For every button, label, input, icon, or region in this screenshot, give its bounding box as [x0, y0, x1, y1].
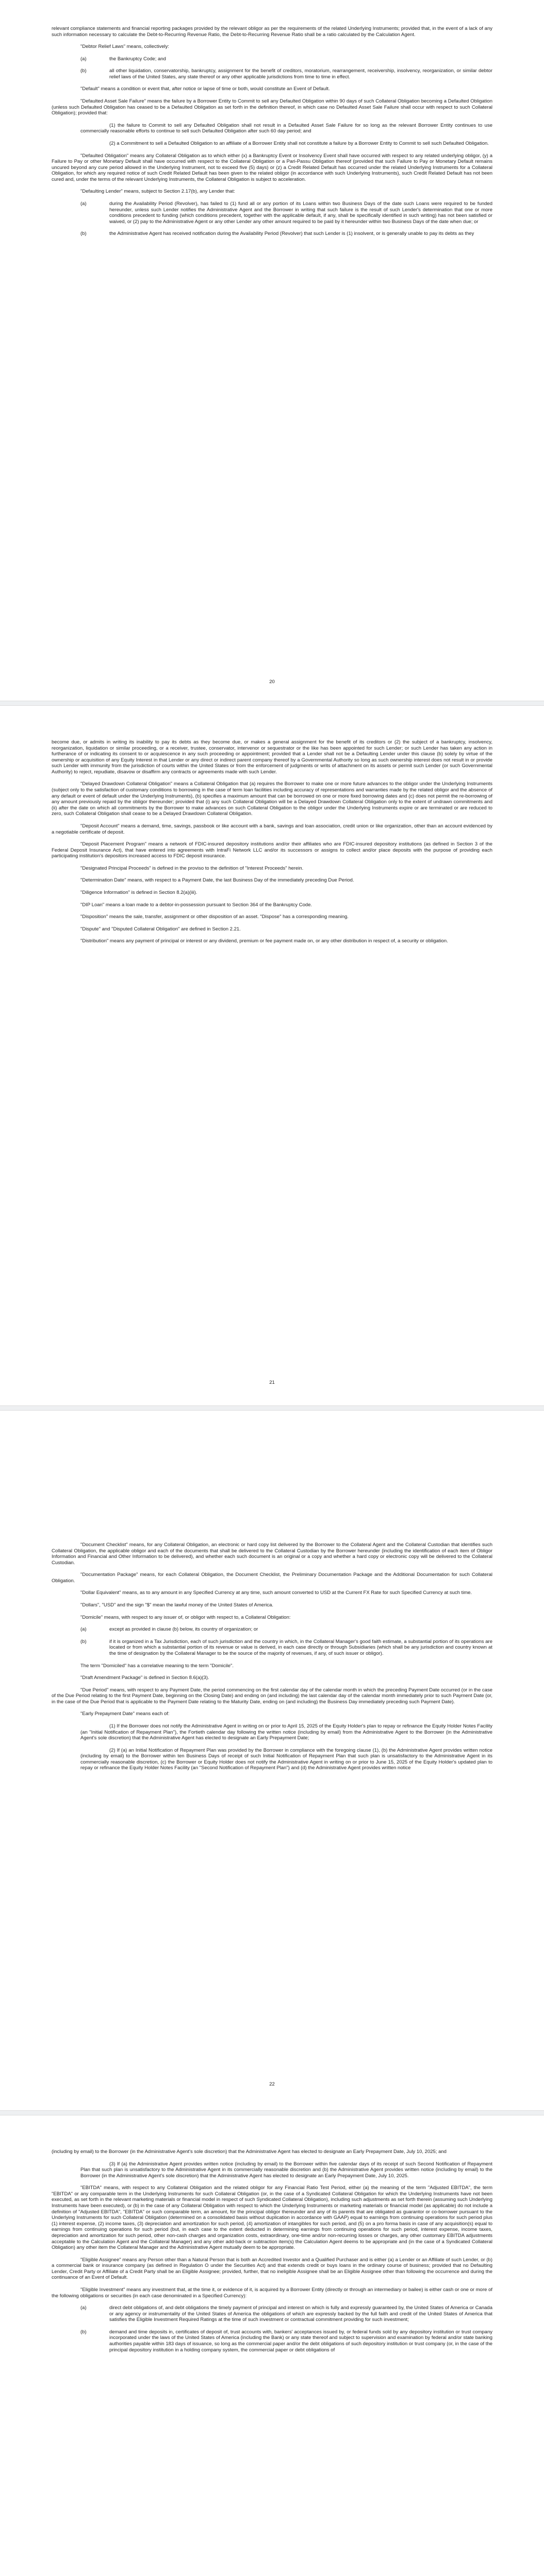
clause-item — [80, 56, 492, 62]
definition: "Diligence Information" is defined in Section 8.2(a)(iii). — [80, 889, 197, 895]
clause-item — [80, 201, 492, 225]
page-23-body — [52, 2149, 492, 2359]
clause-item — [80, 2329, 492, 2353]
clause-item — [80, 2305, 492, 2323]
sub-clause: (1) the failure to Commit to sell any Defaulted Obligation shall not result in a Defaulted Asset Sale Failure for so long as the relevant Borrower Entity continues to use commercially reasonable efforts to continue to sell such Defaulted Obligation after such 60 day period; and — [80, 122, 492, 134]
page-separator — [0, 1405, 544, 1411]
clause-label: (a) — [80, 200, 87, 207]
sub-clause: (1) If the Borrower does not notify the Administrative Agent in writing on or prior to April 15, 2025 of the Equity Holder's plan to repay or refinance the Equity Holder Notes Facility (an "Initial Notification of Repayment Plan"), the Fortieth calendar day following the written notice (including by email) from the Administrative Agent to the Borrower (in the Administrative Agent's sole discretion) that the Administrative Agent has elected to designate an Early Prepayment Date; — [80, 1723, 492, 1741]
sub-clause: (2) If (a) an Initial Notification of Repayment Plan was provided by the Borrower in compliance with the foregoing clause (1), (b) the Administrative Agent provides written notice (including by email) to the Borrower within ten Business Days of receipt of such Initial Notification of Repayment Plan that such plan is unsatisfactory to the Administrative Agent in its commercially reasonable discretion, (c) the Borrower or Equity Holder does not notify the Administrative Agent in writing on or prior to June 15, 2025 of the Equity Holder's updated plan to repay or refinance the Equity Holder Notes Facility (an "Second Notification of Repayment Plan") and (d) the Administrative Agent provides written notice — [80, 1747, 492, 1771]
definition: "Early Prepayment Date" means each of: — [80, 1711, 170, 1717]
clause-label: (b) — [80, 68, 87, 74]
definition: "Deposit Account" means a demand, time, savings, passbook or like account with a bank, savings and loan association, credit union or like organization, other than an account evidenced by a negotiable certificate of deposit. — [52, 823, 492, 835]
clause-item — [80, 68, 492, 80]
definition: "Dispute" and "Disputed Collateral Obligation" are defined in Section 2.21. — [80, 926, 241, 932]
definition: "EBITDA" means, with respect to any Collateral Obligation and the related obligor for any Financial Ratio Test Period, either (a) the meaning of the term "Adjusted EBITDA", the term "EBITDA" or any comparable term in the Underlying Instruments for such Collateral Obligation (or, in the case of a Syndicated Collateral Obligation for which the Underlying Instruments have not been executed, as set forth in the relevant marketing materials or financial model in respect of such Syndicated Collateral Obligation), including such adjustments as set forth therein (assuming such Underlying Instruments have been executed), or (b) in the case of any Collateral Obligation with respect to which the Underlying Instruments or marketing materials or financial model (as applicable) do not include a definition of "Adjusted EBITDA", "EBITDA" or such comparable term, an amount, for the principal obligor thereunder and any of its parents that are obligated as guarantor or co-borrower pursuant to the Underlying Instruments for such Collateral Obligation (determined on a consolidated basis without duplication in accordance with GAAP) equal to earnings from continuing operations for such period plus (1) interest expense, (2) income taxes, (3) depreciation and amortization for such period, (4) amortization of intangibles for such period, and (5) on a pro forma basis in case of any acquisition(s) equal to earnings from continuing operations for such period (but, in each case to the extent deducted in determining earnings from continuing operations for such period, interest expense, income taxes, depreciation and amortization for such period, other non-cash charges and organization costs, extraordinary, one-time and/or non-recurring losses or charges, any other customary EBITDA adjustments acceptable to the Calculation Agent and the Collateral Manager) and any other add-back or subtraction item(s) the Calculation Agent deems to be appropriate and (in the case of a Syndicated Collateral Obligation) any other item the Collateral Manager and the Administrative Agent mutually deem to be appropriate. — [52, 2185, 492, 2251]
clause-label: (a) — [80, 56, 87, 62]
clause-item — [80, 231, 492, 237]
clause-text: direct debt obligations of, and debt obligations the timely payment of principal and interest on which is fully and expressly guaranteed by, the United States of America or Canada or any agency or instrumentality of the United States of America the obligations of which are expressly backed by the full faith and credit of the United States of America that satisfies the Eligible Investment Required Ratings at the time of such investment or contractual commitment providing for such investment; — [109, 2305, 492, 2323]
clause-item — [80, 1639, 492, 1657]
clause-text: except as provided in clause (b) below, its country of organization; or — [109, 1626, 258, 1633]
page-number: 21 — [269, 1380, 275, 1385]
page-22 — [0, 1411, 544, 2106]
page-21 — [0, 706, 544, 1401]
page-separator — [0, 2110, 544, 2115]
page-21-body — [52, 739, 492, 951]
paragraph: become due, or admits in writing its inability to pay its debts as they become due, or makes a general assignment for the benefit of its creditors or (2) the subject of a bankruptcy, insolvency, reorganization, liquidation or similar proceeding, or a receiver, trustee, conservator, intervenor or sequestrator or the like has been appointed for such Lender; or such Lender has taken any action in furtherance of or indicating its consent to or acquiescence in any such proceeding or appointment; provided that a Lender shall not be a Defaulting Lender under this clause (b) solely by virtue of the ownership or acquisition of any Equity Interest in that Lender or any direct or indirect parent company thereof by a Governmental Authority so long as such ownership interest does not result in or provide such Lender with immunity from the jurisdiction of courts within the United States or from the enforcement of judgments or writs of attachment on its assets or permit such Lender (or such Governmental Authority) to reject, repudiate, disavow or disaffirm any contracts or agreements made with such Lender. — [52, 739, 492, 775]
definition: "DIP Loan" means a loan made to a debtor-in-possession pursuant to Section 364 of the Bankruptcy Code. — [80, 902, 312, 908]
definition: "Document Checklist" means, for any Collateral Obligation, an electronic or hard copy list delivered by the Borrower to the Collateral Agent and the Collateral Custodian that identifies such Collateral Obligation, the applicable obligor and each of the documents that shall be delivered to the Collateral Custodian by the Borrower hereunder (including the identification of each item of Obligor Information and Financial and Other Information to be delivered), and whether each such document is an original or a copy and whether a hard copy or electronic copy will be delivered to the Collateral Custodian. — [52, 1542, 492, 1566]
definition: "Designated Principal Proceeds" is defined in the proviso to the definition of "Interest Proceeds" herein. — [80, 865, 304, 871]
clause-text: during the Availability Period (Revolver), has failed to (1) fund all or any portion of its Loans within two Business Days of the date such Loans were required to be funded hereunder, unless such Lender notifies the Administrative Agent and the Borrower in writing that such failure is the result of such Lender's determination that one or more conditions precedent to funding (which conditions precedent, together with the applicable default, if any, shall be specifically identified in such writing) has not been satisfied or waived, or (2) pay to the Administrative Agent or any other Lender any other amount required to be paid by it hereunder within two Business Days of the date when due; or — [109, 200, 492, 225]
page-number: 22 — [269, 2081, 275, 2087]
clause-item — [80, 1626, 492, 1633]
paragraph: (including by email) to the Borrower (in the Administrative Agent's sole discretion) that the Administrative Agent has elected to designate an Early Prepayment Date, July 10, 2025; and — [52, 2149, 447, 2155]
paragraph: relevant compliance statements and financial reporting packages provided by the relevant obligor as per the requirements of the related Underlying Instruments; provided that, in the event of a lack of any such information necessary to calculate the Debt-to-Recurring Revenue Ratio, the Debt-to-Recurring Revenue Ratio shall be a ratio calculated by the Calculation Agent. — [52, 26, 492, 38]
page-20-body — [52, 26, 492, 243]
definition: "Defaulted Obligation" means any Collateral Obligation as to which either (x) a Bankruptcy Event or Insolvency Event shall have occurred with respect to any related underlying obligor, (y) a Failure to Pay or other Monetary Default shall have occurred with respect to the Collateral Obligation or a Pari-Passu Obligation thereof (provided that such Failure to Pay or Monetary Default remains uncured beyond any cure period allowed in the Underlying Instrument, not to exceed five (5) days) or (z) a Credit Related Default has occurred under the related Underlying Instruments for a Collateral Obligation, for which any required notice of such Credit Related Default has been given to the related obligor (in accordance with such Underlying Instruments), such Credit Related Default has not been cured and, under the terms of the relevant Underlying Instruments, the Collateral Obligation is subject to acceleration. — [52, 152, 492, 182]
page-number: 20 — [269, 679, 275, 685]
clause-label: (a) — [80, 2305, 87, 2311]
definition-heading: "Debtor Relief Laws" means, collectively: — [80, 44, 170, 50]
clause-label: (b) — [80, 231, 87, 237]
clause-text: all other liquidation, conservatorship, bankruptcy, assignment for the benefit of creditors, moratorium, rearrangement, receivership, insolvency, reorganization, or similar debtor relief laws of the United States, any state thereof or any other applicable jurisdictions from time to time in effect. — [109, 68, 492, 80]
definition: "Documentation Package" means, for each Collateral Obligation, the Document Checklist, the Preliminary Documentation Package and the Additional Documentation for such Collateral Obligation. — [52, 1572, 492, 1584]
definition: "Determination Date" means, with respect to a Payment Date, the last Business Day of the immediately preceding Due Period. — [80, 877, 354, 884]
definition: "Domicile" means, with respect to any issuer of, or obligor with respect to, a Collateral Obligation: — [80, 1614, 291, 1620]
clause-label: (a) — [80, 1626, 87, 1633]
definition: "Eligible Assignee" means any Person other than a Natural Person that is both an Accredited Investor and a Qualified Purchaser and is either (a) a Lender or an Affiliate of such Lender, or (b) a commercial bank or insurance company (as defined in Regulation O under the Securities Act) and that extends credit or buys loans in the ordinary course of business; provided that no Defaulting Lender, Credit Party or Affiliate of a Credit Party shall be an Eligible Assignee; provided, further, that no ineligible Assignee shall be an Eligible Assignee other than following the occurrence and during the continuance of an Event of Default. — [52, 2257, 492, 2281]
sub-clause: (3) If (a) the Administrative Agent provides written notice (including by email) to the Borrower within five calendar days of its receipt of such Second Notification of Repayment Plan that such plan is unsatisfactory to the Administrative Agent in its commercially reasonable discretion and (b) the Administrative Agent provides written notice (including by email) to the Borrower (in the Administrative Agent's sole discretion) that the Administrative Agent has elected to designate an Early Prepayment Date, July 10, 2025. — [80, 2161, 492, 2179]
page-23 — [0, 2115, 544, 2576]
clause-text: the Bankruptcy Code; and — [109, 56, 166, 62]
definition: "Dollar Equivalent" means, as to any amount in any Specified Currency at any time, such amount converted to USD at the Current FX Rate for such Specified Currency at such time. — [80, 1590, 472, 1596]
clause-text: the Administrative Agent has received notification during the Availability Period (Revolver) that such Lender is (1) insolvent, or is generally unable to pay its debts as they — [109, 231, 474, 237]
definition: "Defaulting Lender" means, subject to Section 2.17(b), any Lender that: — [80, 189, 235, 195]
definition: "Eligible Investment" means any investment that, at the time it, or evidence of it, is acquired by a Borrower Entity (directly or through an intermediary or bailee) is either cash or one or more of the following obligations or securities (in each case denominated in a Specified Currency): — [52, 2286, 492, 2299]
definition: "Delayed Drawdown Collateral Obligation" means a Collateral Obligation that (a) requires the Borrower to make one or more future advances to the obligor under the Underlying Instruments (subject only to the satisfaction of customary conditions to borrowing in the case of term loan facilities including accuracy of representations and warranties made by the related obligor and the absence of any default or event of default under the Underlying Instruments), (b) specifies a maximum amount that can be borrowed on one or more fixed borrowing dates and (c) does not permit the re-borrowing of any amount previously repaid by the obligor thereunder; provided that (i) any such Collateral Obligation will be a Delayed Drawdown Collateral Obligation only to the extent of undrawn commitments and (ii) after the date on which all commitments by the Borrower to make advances on such Collateral Obligation to the obligor under the Underlying Instruments expire or are terminated or are reduced to zero, such Collateral Obligation shall cease to be a Delayed Drawdown Collateral Obligation. — [52, 781, 492, 817]
clause-label: (b) — [80, 1638, 87, 1645]
definition: The term "Domiciled" has a correlative meaning to the term "Domicile". — [80, 1663, 234, 1669]
sub-clause: (2) a Commitment to sell a Defaulted Obligation to an affiliate of a Borrower Entity shall not constitute a failure by a Borrower Entity to Commit to sell such Defaulted Obligation. — [109, 140, 489, 146]
definition: "Draft Amendment Package" is defined in Section 8.6(a)(3). — [80, 1675, 209, 1681]
clause-text: if it is organized in a Tax Jurisdiction, each of such jurisdiction and the country in which, in the Collateral Manager's good faith estimate, a substantial portion of its operations are located or from which a substantial portion of its revenue or value is derived, in each case directly or through Subsidiaries (which shall be any jurisdiction and country known at the time of designation by the Collateral Manager to be the source of the majority of revenues, if any, of such issuer or obligor). — [109, 1638, 492, 1656]
definition: "Disposition" means the sale, transfer, assignment or other disposition of an asset. "Dispose" has a corresponding meaning. — [80, 914, 349, 920]
definition: "Due Period" means, with respect to any Payment Date, the period commencing on the first calendar day of the calendar month in which the preceding Payment Date occurred (or in the case of the Due Period relating to the first Payment Date, beginning on the Closing Date) and ending on (and including) the last calendar day of the calendar month immediately prior to such Payment Date (or, in the case of the Due Period that is applicable to the Payment Date relating to the Maturity Date, ending on (and including) the Business Day immediately preceding such Payment Date). — [52, 1687, 492, 1705]
clause-label: (b) — [80, 2329, 87, 2335]
page-separator — [0, 701, 544, 706]
definition: "Defaulted Asset Sale Failure" means the failure by a Borrower Entity to Commit to sell any Defaulted Obligation within 90 days of such Collateral Obligation becoming a Defaulted Obligation (unless such Defaulted Obligation has ceased to be a Defaulted Obligation as set forth in the definition thereof, in which case no Defaulted Asset Sale Failure shall occur with respect to such Collateral Obligation); provided that: — [52, 98, 492, 116]
definition: "Default" means a condition or event that, after notice or lapse of time or both, would constitute an Event of Default. — [80, 86, 330, 92]
definition: "Distribution" means any payment of principal or interest or any dividend, premium or fee payment made on, or any other distribution in respect of, a security or obligation. — [80, 938, 448, 944]
page-20 — [0, 0, 544, 697]
definition: "Deposit Placement Program" means a network of FDIC-insured depository institutions and/or their affiliates who are FDIC-insured depository institutions (as defined in Section 3 of the Federal Deposit Insurance Act), that have entered into agreements with IntraFi Network LLC and/or its successors or assigns to collect and/or place deposits with the purpose of providing each participating institution's depositors increased access to FDIC deposit insurance. — [52, 841, 492, 859]
definition: "Dollars", "USD" and the sign "$" mean the lawful money of the United States of America. — [80, 1602, 274, 1608]
page-22-body — [52, 1542, 492, 1777]
clause-text: demand and time deposits in, certificates of deposit of, trust accounts with, bankers' acceptances issued by, or federal funds sold by any depository institution or trust company incorporated under the laws of the United States of America (including the Bank) or any state thereof and subject to supervision and examination by federal and/or state banking authorities payable within 183 days of issuance, so long as the commercial paper and/or the debt obligations of such depository institution or trust company (or, in the case of the principal depository institution in a holding company system, the commercial paper or debt obligations of — [109, 2329, 493, 2353]
